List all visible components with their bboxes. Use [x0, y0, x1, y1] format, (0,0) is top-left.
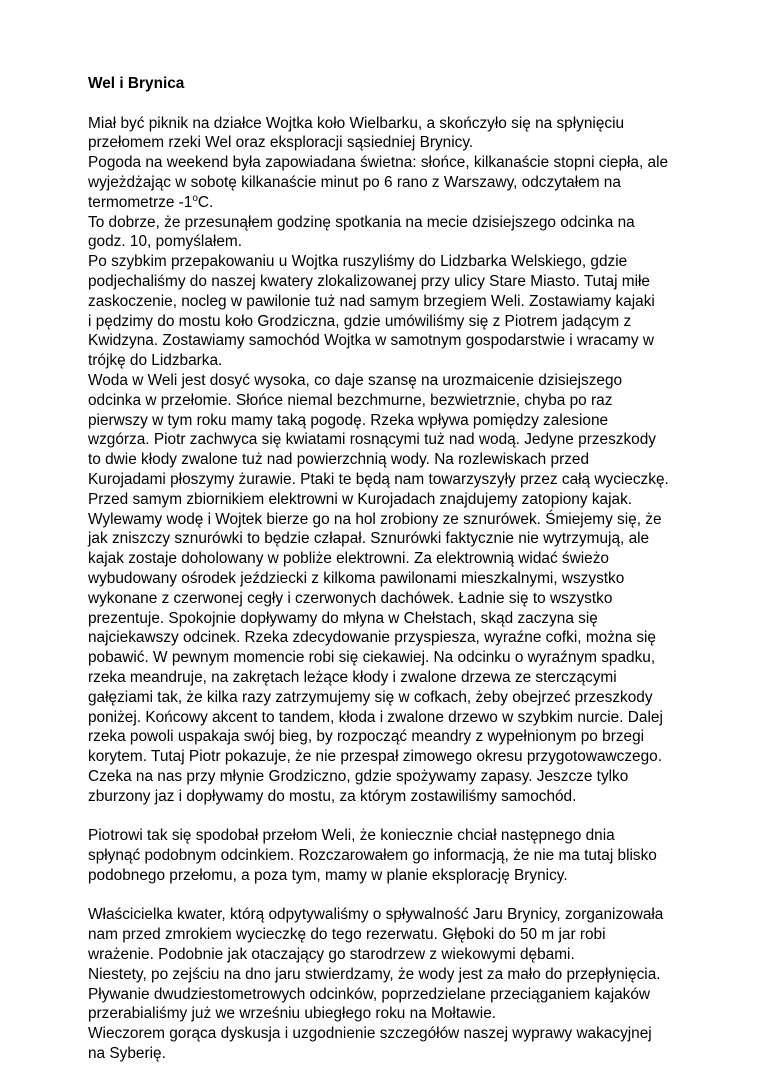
text-line [88, 193, 688, 213]
text-line: to dwie kłody zwalone tuż nad powierzchnią wody. Na rozlewiskach przed [88, 451, 590, 469]
text-line: jak zniszczy sznurówki to będzie człapał. Sznurówki faktycznie nie wytrzymują, ale [88, 530, 650, 548]
text-line: najciekawszy odcinek. Rzeka zdecydowanie przyspiesza, wyraźne cofki, można się [88, 629, 656, 647]
text-line: podobnego przełomu, a poza tym, mamy w planie eksplorację Brynicy. [88, 866, 568, 884]
paragraph [88, 826, 688, 885]
document-page [88, 74, 688, 1084]
text-line: trójkę do Lidzbarka. [88, 352, 223, 370]
text-line: Pływanie dwudziestometrowych odcinków, poprzedzielane przeciąganiem kajaków [88, 985, 651, 1003]
text-line: pierwszy w tym roku mamy taką pogodę. Rzeka wpływa pomiędzy zalesione [88, 411, 609, 429]
text-line: wrażenie. Podobnie jak otaczający go starodrzew z wiekowymi dębami. [88, 946, 575, 964]
text-line: i pędzimy do mostu koło Grodziczna, gdzie umówiliśmy się z Piotrem jadącym z [88, 312, 632, 330]
text-line: wzgórza. Piotr zachwyca się kwiatami rosnącymi tuż nad wodą. Jedyne przeszkody [88, 431, 656, 449]
text-line: gałęziami tak, że kilka razy zatrzymujemy się w cofkach, żeby obejrzeć przeszkody [88, 688, 653, 706]
degree-superscript: o [192, 192, 198, 204]
text-line: rzeka powoli uspakaja swój bieg, by rozpocząć meandry z wypełnionym po brzegi [88, 728, 645, 746]
text-line: Czeka na nas przy młynie Grodziczno, gdzie spożywamy zapasy. Jeszcze tylko [88, 767, 629, 785]
document-body [88, 114, 688, 1064]
text-line: odcinka w przełomie. Słońce niemal bezchmurne, bezwietrznie, chyba po raz [88, 391, 613, 409]
text-line: na Syberię. [88, 1045, 166, 1063]
text-segment: C. [197, 193, 214, 211]
text-line: Kurojadami płoszymy żurawie. Ptaki te będą nam towarzyszyły przez całą wycieczkę. [88, 470, 669, 488]
text-line: Wieczorem gorąca dyskusja i uzgodnienie szczegółów naszej wyprawy wakacyjnej [88, 1025, 652, 1043]
text-line: prezentuje. Spokojnie dopływamy do młyna w Chełstach, skąd zaczyna się [88, 609, 598, 627]
text-line: rzeka meandruje, na zakrętach leżące kłody i zwalone drzewa ze sterczącymi [88, 668, 617, 686]
text-line: Piotrowi tak się spodobał przełom Weli, że koniecznie chciał następnego dnia [88, 827, 615, 845]
text-segment: termometrze -1 [88, 193, 193, 211]
text-line: Wylewamy wodę i Wojtek bierze go na hol zrobiony ze sznurówek. Śmiejemy się, że [88, 510, 662, 528]
text-line: Niestety, po zejściu na dno jaru stwierdzamy, że wody jest za mało do przepłynięcia. [88, 965, 661, 983]
document-title: Wel i Brynica [88, 75, 185, 92]
text-line: To dobrze, że przesunąłem godzinę spotkania na mecie dzisiejszego odcinka na [88, 213, 635, 231]
text-line: pobawić. W pewnym momencie robi się ciekawiej. Na odcinku o wyraźnym spadku, [88, 649, 656, 667]
text-line: zaskoczenie, nocleg w pawilonie tuż nad samym brzegiem Weli. Zostawiamy kajaki [88, 292, 655, 310]
text-line: zburzony jaz i dopływamy do mostu, za którym zostawiliśmy samochód. [88, 787, 577, 805]
text-line: Po szybkim przepakowaniu u Wojtka ruszyliśmy do Lidzbarka Welskiego, gdzie [88, 253, 628, 271]
text-line: Woda w Weli jest dosyć wysoka, co daje szansę na urozmaicenie dzisiejszego [88, 371, 623, 389]
text-line: spłynąć podobnym odcinkiem. Rozczarowałem go informacją, że nie ma tutaj blisko [88, 847, 657, 865]
text-line: przełomem rzeki Wel oraz eksploracji sąsiedniej Brynicy. [88, 134, 474, 152]
text-line: nam przed zmrokiem wycieczkę do tego rezerwatu. Głęboki do 50 m jar robi [88, 926, 606, 944]
text-line: podjechaliśmy do naszej kwatery zlokalizowanej przy ulicy Stare Miasto. Tutaj miłe [88, 272, 650, 290]
text-line: Właścicielka kwater, którą odpytywaliśmy o spływalność Jaru Brynicy, zorganizowała [88, 906, 664, 924]
text-line: Pogoda na weekend była zapowiadana świetna: słońce, kilkanaście stopni ciepła, ale [88, 154, 669, 172]
text-line: przerabialiśmy już we wrześniu ubiegłego roku na Mołtawie. [88, 1005, 497, 1023]
text-line: kajak zostaje doholowany w pobliże elektrowni. Za elektrownią widać świeżo [88, 550, 609, 568]
paragraph [88, 905, 688, 1063]
text-line: Kwidzyna. Zostawiamy samochód Wojtka w samotnym gospodarstwie i wracamy w [88, 332, 654, 350]
text-line: wyjeżdżając w sobotę kilkanaście minut po 6 rano z Warszawy, odczytałem na [88, 173, 621, 191]
text-line: godz. 10, pomyślałem. [88, 233, 242, 251]
text-line: Miał być piknik na działce Wojtka koło Wielbarku, a skończyło się na spłynięciu [88, 114, 625, 132]
paragraph [88, 114, 688, 807]
text-line: Przed samym zbiornikiem elektrowni w Kurojadach znajdujemy zatopiony kajak. [88, 490, 633, 508]
text-line: korytem. Tutaj Piotr pokazuje, że nie przespał zimowego okresu przygotowawczego. [88, 748, 662, 766]
text-line: poniżej. Końcowy akcent to tandem, kłoda i zwalone drzewo w szybkim nurcie. Dalej [88, 708, 663, 726]
text-line: wykonane z czerwonej cegły i czerwonych dachówek. Ładnie się to wszystko [88, 589, 613, 607]
text-line: wybudowany ośrodek jeździecki z kilkoma pawilonami mieszkalnymi, wszystko [88, 569, 625, 587]
